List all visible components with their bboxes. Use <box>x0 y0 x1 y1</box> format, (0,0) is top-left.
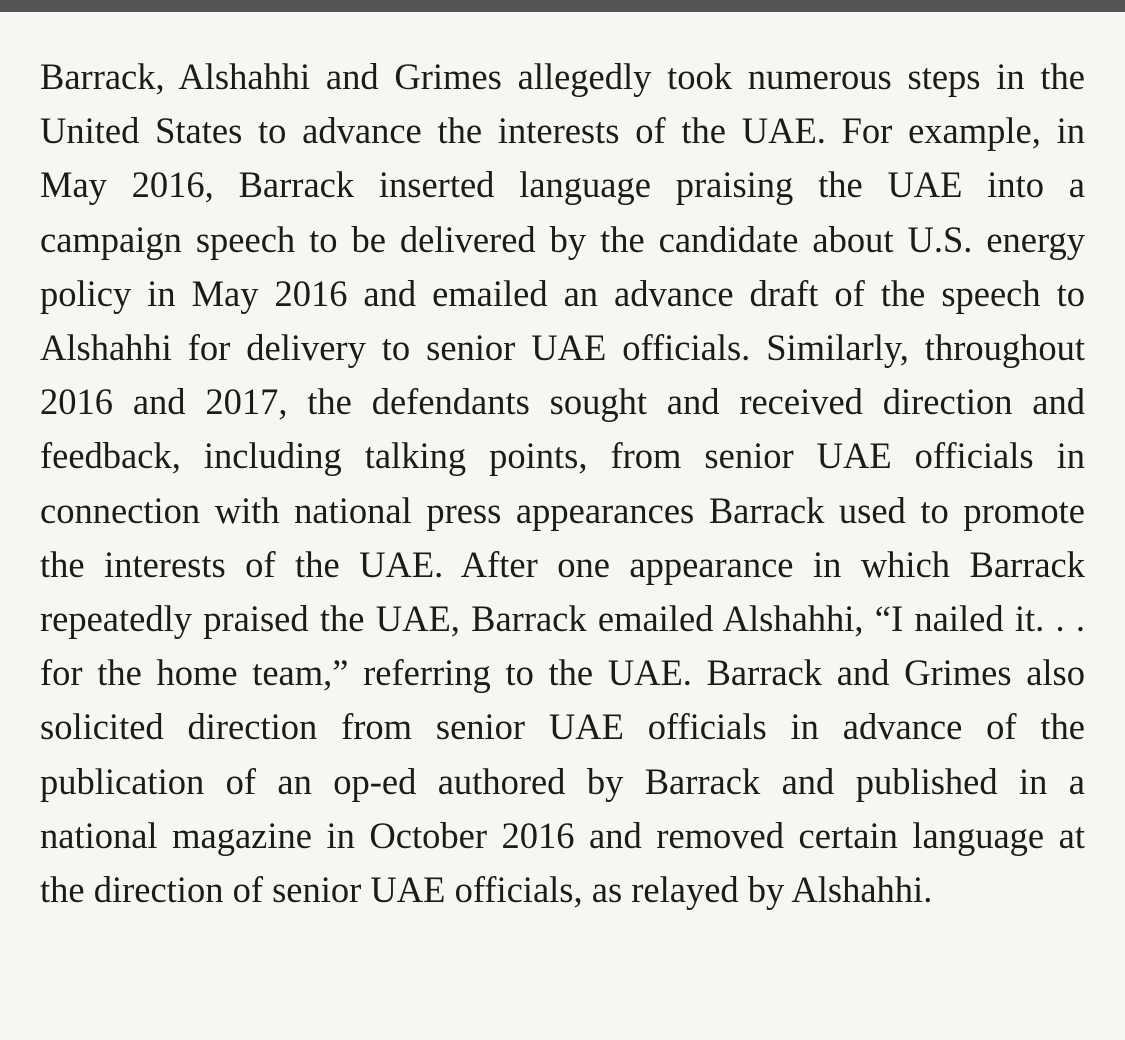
article-body <box>40 50 1085 917</box>
top-bar <box>0 0 1125 12</box>
article-paragraph: Barrack, Alshahhi and Grimes allegedly took numerous steps in the United States to advance the interests of the UAE. For example, in May 2016, Barrack inserted language praising the UAE into a campaign speech to be delivered by the candidate about U.S. energy policy in May 2016 and emailed an advance draft of the speech to Alshahhi for delivery to senior UAE officials. Similarly, throughout 2016 and 2017, the defendants sought and received direction and feedback, including talking points, from senior UAE officials in connection with national press appearances Barrack used to promote the interests of the UAE. After one appearance in which Barrack repeatedly praised the UAE, Barrack emailed Alshahhi, “I nailed it. . . for the home team,” referring to the UAE. Barrack and Grimes also solicited direction from senior UAE officials in advance of the publication of an op-ed authored by Barrack and published in a national magazine in October 2016 and removed certain language at the direction of senior UAE officials, as relayed by Alshahhi. <box>40 56 1085 911</box>
